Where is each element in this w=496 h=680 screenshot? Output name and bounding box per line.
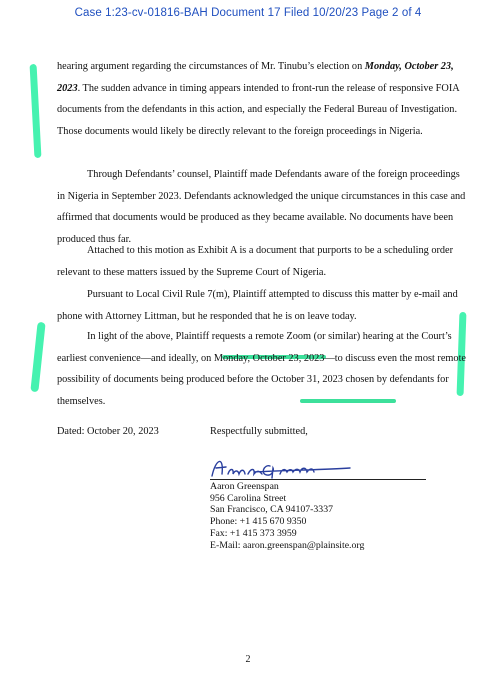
fax-number: Fax: +1 415 373 3959 <box>210 527 297 539</box>
case-header: Case 1:23-cv-01816-BAH Document 17 Filed 10/20/23 Page 2 of 4 <box>74 7 422 19</box>
city-state-zip: San Francisco, CA 94107-3337 <box>210 504 333 516</box>
respectfully-submitted: Respectfully submitted, <box>210 426 308 437</box>
paragraph-3: Attached to this motion as Exhibit A is a document that purports to be a scheduling order relevant to these matters issued by the Supreme Court of Nigeria. <box>57 245 454 278</box>
phone-number: Phone: +1 415 670 9350 <box>210 516 307 528</box>
paragraph-2: Through Defendants’ counsel, Plaintiff made Defendants aware of the foreign proceedings in Nigeria in September 2023. Defendants acknowledged the unique circumstances in this case and affirmed that documents would be produced as they became available. No documents have been produced thus far. <box>57 169 466 245</box>
signer-name: Aaron Greenspan <box>210 481 279 492</box>
paragraph-5: In light of the above, Plaintiff requests a remote Zoom (or similar) hearing at the Court’s earliest convenience—and ideally, on Monday, October 23, 2023—to discuss even the most remote possibility of documents being produced before the October 31, 2023 chosen by defendants for themselves. <box>57 331 466 407</box>
highlighter-mark-left-top <box>30 64 42 158</box>
paragraph-4: Pursuant to Local Civil Rule 7(m), Plaintiff attempted to discuss this matter by e-mail and phone with Attorney Littman, but he responded that he is on leave today. <box>57 289 458 322</box>
signature-address-block <box>210 481 364 551</box>
date-line: Dated: October 20, 2023 <box>57 426 159 437</box>
highlighter-mark-left-bottom <box>30 322 45 392</box>
paragraph-1: hearing argument regarding the circumstances of Mr. Tinubu’s election on Monday, October 23, 2023. The sudden advance in timing appears intended to front-run the release of responsive FOIA documents from the defendants in this action, and especially the Federal Bureau of Investigation. Those documents would likely be directly relevant to the foreign proceedings in Nigeria. <box>57 61 460 137</box>
signature-line <box>210 479 426 480</box>
email-address: E-Mail: aaron.greenspan@plainsite.org <box>210 539 365 551</box>
page-number: 2 <box>245 654 251 665</box>
street-address: 956 Carolina Street <box>210 492 287 504</box>
